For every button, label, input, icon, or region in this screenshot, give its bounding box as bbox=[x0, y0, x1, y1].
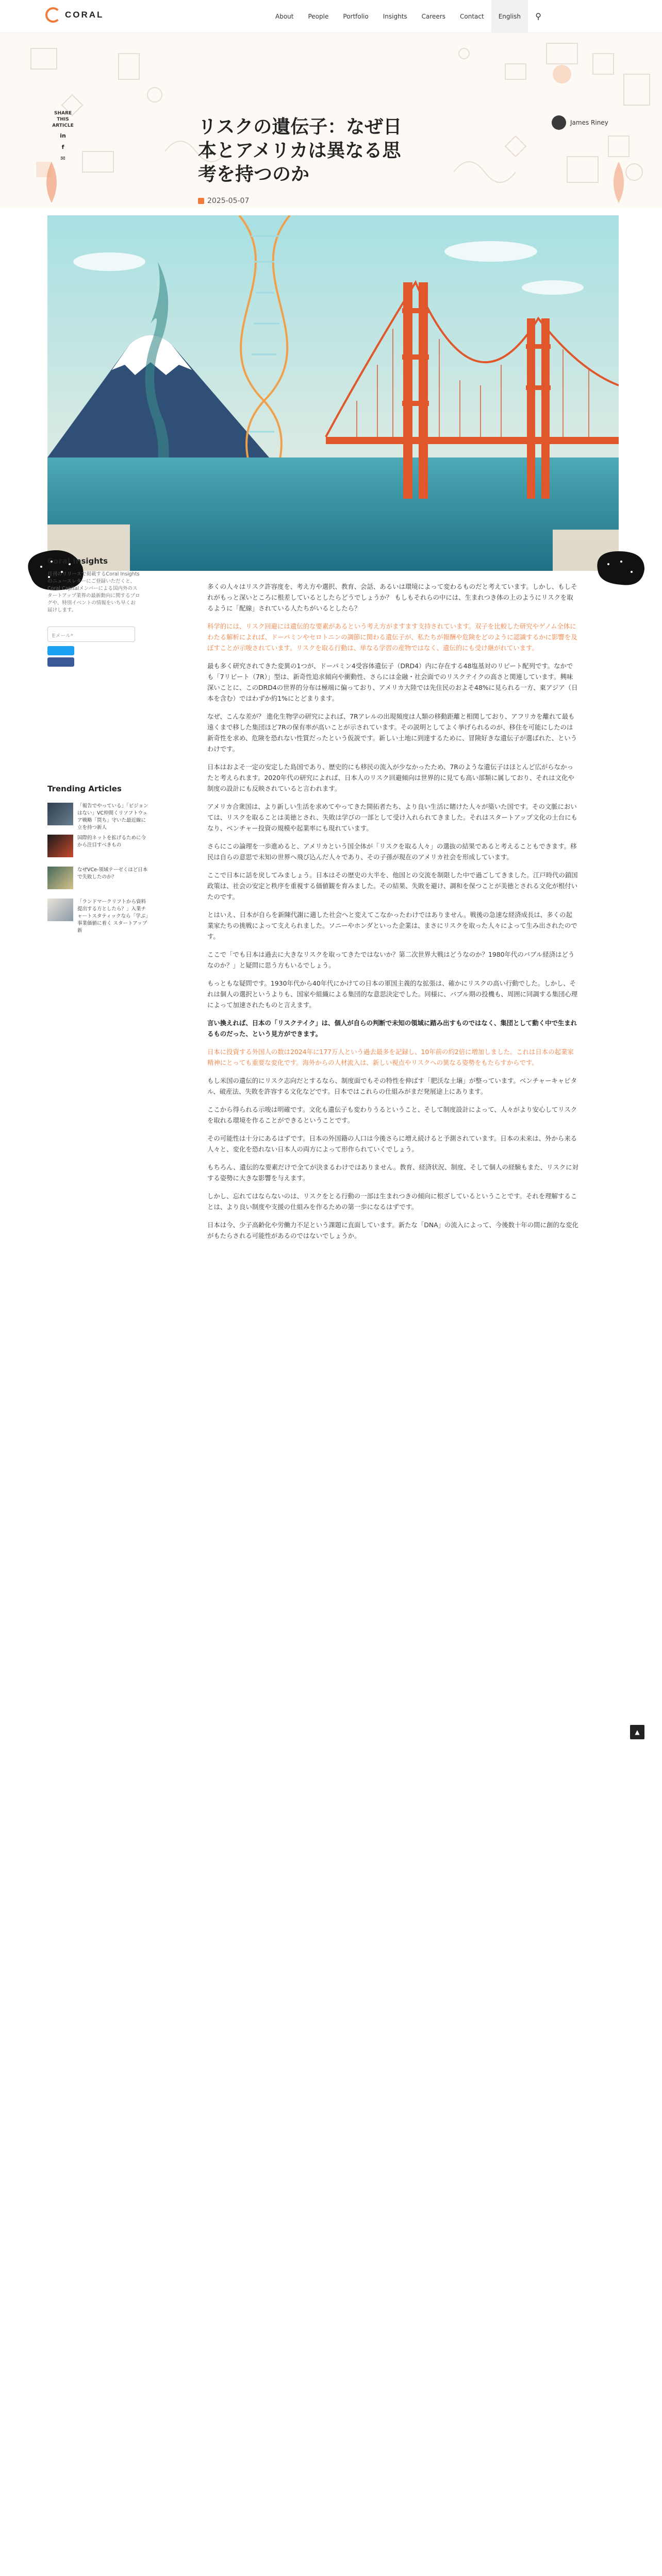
article-paragraph: さらにこの論理を一歩進めると、アメリカという国全体が「リスクを取る人々」の選抜の結果であると考えることもできます。移民は自らの意思で未知の世界へ飛び込んだ人々であり、その子孫が現在のアメリカ社会を形成しています。 bbox=[207, 842, 577, 861]
article-paragraph: ここから得られる示唆は明確です。文化も遺伝子も変わりうるということ、そして制度設計によって、人々がより安心してリスクを取れる環境を作ることができるということです。 bbox=[207, 1106, 577, 1124]
article-paragraph-highlight: 日本に投資する外国人の数は2024年に177万人という過去最多を記録し、10年前の約2倍に増加しました。これは日本の起業家精神にとっても重要な変化です。海外からの人材流入は、新しい視点やリスクへの異なる姿勢をもたらすからです。 bbox=[207, 1048, 574, 1066]
sidebar-email-input[interactable]: Eメール* bbox=[47, 626, 135, 642]
newsletter-sidebar bbox=[47, 556, 140, 667]
hero-illustration bbox=[47, 215, 619, 571]
sidebar-like-button[interactable] bbox=[47, 657, 74, 667]
article-author[interactable] bbox=[552, 115, 608, 130]
main-nav bbox=[268, 0, 549, 33]
author-avatar bbox=[552, 115, 566, 130]
article-paragraph: その可能性は十分にあるはずです。日本の外国籍の人口は今後さらに増え続けると予測されています。日本の未来は、外から来る人々と、変化を恐れない日本人の両方によって形作られていくでしょう。 bbox=[207, 1134, 577, 1153]
nav-careers[interactable]: Careers bbox=[421, 13, 446, 20]
article-date: 2025-05-07 bbox=[198, 197, 249, 205]
article-body bbox=[207, 581, 578, 1248]
article-paragraph: ここで「でも日本は過去に大きなリスクを取ってきたではないか？第二次世界大戦はどうなのか？1980年代のバブル経済はどうなのか？」と疑問に思う方もいるでしょう。 bbox=[207, 951, 575, 969]
linkedin-share-icon[interactable]: in bbox=[60, 132, 66, 139]
coral-logo-mark bbox=[45, 7, 61, 23]
article-paragraph: ここで日本に話を戻してみましょう。日本はその歴史の大半を、他国との交流を制限した中で過ごしてきました。江戸時代の鎖国政策は、社会の安定と秩序を重視する価値観を育みました。その結果、失敗を避け、調和を保つことが美徳とされる文化が根付いたのです。 bbox=[207, 871, 578, 901]
article-paragraph: 日本は今、少子高齢化や労働力不足という課題に直面しています。新たな「DNA」の流入によって、今後数十年の間に創的な変化がもたらされる可能性があるのではないでしょうか。 bbox=[207, 1221, 578, 1240]
trending-thumbnail bbox=[47, 867, 73, 889]
article-paragraph: 日本はおよそ一定の安定した島国であり、歴史的にも移民の流入が少なかったため、7Rのような遺伝子はほとんど広がらなかったと考えられます。2020年代の研究によれば、日本人のリスク回避傾向は世界的に見ても高い部類に属しており、それは文化や制度の設計にも反映されていると言われます。 bbox=[207, 763, 574, 792]
facebook-share-icon[interactable]: f bbox=[61, 144, 64, 150]
nav-about[interactable]: About bbox=[275, 13, 294, 20]
article-paragraph: もし米国の遺伝的にリスク志向だとするなら、制度面でもその特性を伸ばす「肥沃な土壌」が整っています。ベンチャーキャピタル、破産法、失敗を許容する文化などです。日本ではこれらの仕組みがまだ発展途上にあります。 bbox=[207, 1077, 577, 1095]
nav-portfolio[interactable]: Portfolio bbox=[343, 13, 369, 20]
article-title: リスクの遺伝子：なぜ日本とアメリカは異なる思考を持つのか bbox=[198, 116, 402, 185]
trending-item-title: なぜVCe-領域テーゼくほど日本で失敗したのか？ bbox=[77, 867, 148, 880]
nav-contact[interactable]: Contact bbox=[460, 13, 484, 20]
nav-language-english[interactable]: English bbox=[491, 0, 528, 33]
calendar-icon bbox=[198, 198, 204, 204]
trending-item-title: 国際的ネットを拡げるために今から注目すべきもの bbox=[77, 835, 146, 848]
nav-people[interactable]: People bbox=[308, 13, 329, 20]
trending-thumbnail bbox=[47, 803, 73, 825]
coral-logo[interactable] bbox=[45, 7, 104, 23]
article-paragraph-bold: 言い換えれば、日本の「リスクテイク」は、個人が自らの判断で未知の領域に踏み出すものではなく、集団として動く中で生まれるものだった、という見方ができます。 bbox=[207, 1019, 577, 1038]
decorative-blob bbox=[593, 546, 650, 587]
trending-title: Trending Articles bbox=[47, 784, 122, 793]
article-hero bbox=[0, 33, 662, 208]
article-paragraph: 最も多く研究されてきた変異の1つが、ドーパミン4受容体遺伝子（DRD4）内に存在する48塩基対のリピート配列です。なかでも「7リピート（7R）」型は、新奇性追求傾向や衝動性、さらには金融・社会面でのリスクテイクの高さと関連しています。興味深いことに、このDRD4の世界的分布は極端に偏っており、アメリカ大陸では先住民のおよそ48%に見られる一方、東アジア（日本を含む）ではわずか約1%にとどまります。 bbox=[207, 662, 578, 702]
article-hero-image bbox=[47, 215, 619, 571]
search-icon[interactable]: ⚲ bbox=[535, 11, 541, 21]
trending-item-title: 「報告でやっている」「ビジョンはない」VC仲間くリソフトウェア戦略「罠ち」守いた最近線に立を持つ新人 bbox=[77, 803, 148, 831]
sidebar-follow-button[interactable] bbox=[47, 646, 74, 655]
article-paragraph: とはいえ、日本が自らを新陳代謝に適した社会へと変えてこなかったわけではありません。戦後の急速な経済成長は、多くの起業家たちの挑戦によって支えられました。ソニーやホンダといった企業は、まさにリスクを取った人々によって生み出されたのです。 bbox=[207, 911, 577, 940]
article-paragraph: もっともな疑問です。1930年代から40年代にかけての日本の軍国主義的な拡張は、確かにリスクの高い行動でした。しかし、それは個人の選択というよりも、国家や組織による集団的な意思決定でした。同様に、バブル期の投機も、周囲に同調する集団心理によって加速されたものと言えます。 bbox=[207, 979, 578, 1009]
site-header bbox=[0, 0, 662, 33]
article-paragraph: もちろん、遺伝的な要素だけで全てが決まるわけではありません。教育、経済状況、制度、そして個人の経験もまた、リスクに対する姿勢に大きな影響を与えます。 bbox=[207, 1163, 578, 1182]
trending-item[interactable] bbox=[47, 803, 151, 831]
trending-item[interactable] bbox=[47, 835, 151, 857]
share-label: SHARE THIS ARTICLE bbox=[52, 111, 74, 128]
article-paragraph: しかし、忘れてはならないのは、リスクをとる行動の一部は生まれつきの傾向に根ざしているということです。それを理解することは、より良い制度や支援の仕組みを作るための第一歩になるはずです。 bbox=[207, 1192, 577, 1211]
coral-logo-text: CORAL bbox=[65, 10, 104, 20]
sidebar-title: Coral Insights bbox=[47, 556, 108, 566]
sidebar-description: 月刊のリリースで掲載するCoral Insightsのニュースレターにご登録いただくと、Coral Capitalメンバーによる国内外のスタートアップ業界の最新動向に関するブログや、特別イベントの情報をいち早くお届けします。 bbox=[47, 571, 140, 613]
trending-item[interactable] bbox=[47, 899, 151, 934]
article-paragraph: 多くの人々はリスク許容度を、考え方や選択、教育、会話、あるいは環境によって変わるものだと考えています。しかし、もしそれがもっと深いところに根差しているとしたらどうでしょうか？ もしもそれらの中には、生まれつき体の上のようにリスクを取るように「配線」されている人たちがいるとしたら？ bbox=[207, 583, 577, 612]
email-share-icon[interactable]: ✉ bbox=[60, 155, 65, 162]
article-paragraph: アメリカ合衆国は、より新しい生活を求めてやってきた開拓者たち、より良い生活に賭けた人々が築いた国です。その文脈においては、リスクを取ることは美徳とされ、失敗は学びの一部として受け入れられてきました。それはスタートアップ文化の土台にもなり、ベンチャー投資の規模や起業率にも現れています。 bbox=[207, 803, 577, 832]
trending-articles bbox=[47, 784, 151, 934]
nav-insights[interactable]: Insights bbox=[383, 13, 407, 20]
trending-thumbnail bbox=[47, 899, 73, 921]
author-name: James Riney bbox=[570, 119, 608, 126]
share-panel bbox=[47, 110, 78, 163]
trending-item-title: 「ランドマークリフトから資料提出する方としたら？」入業チャートスタティックなら「学ぶ」事業価値に着く スタートアップ新 bbox=[77, 899, 151, 934]
article-paragraph: なぜ、こんな差が？ 進化生物学の研究によれば、7Rアレルの出現頻度は人類の移動距離と相関しており、アフリカを離れて最も遠くまで移した集団ほど7Rの保有率が高いことが示されています。その説明としてよく挙げられるのが、移住を可能にしたのは新奇性を求め、危険を恐れない性質だったという仮説です。新しい土地に到達するために、冒険好きな遺伝子が選ばれた、というわけです。 bbox=[207, 713, 577, 753]
trending-item[interactable] bbox=[47, 867, 151, 889]
trending-thumbnail bbox=[47, 835, 73, 857]
scroll-top-button[interactable]: ▲ bbox=[630, 1725, 644, 1739]
article-paragraph-highlight: 科学的には、リスク回避には遺伝的な要素があるという考え方がますます支持されています。双子を比較した研究やゲノム全体にわたる解析によれば、ドーパミンやセロトニンの調節に関わる遺伝子が、私たちが報酬や危険をどのように認識するかに影響を及ぼすことが示唆されています。リスクを取る行動は、単なる学習の産物ではなく、遺伝的にも受け継がれています。 bbox=[207, 622, 577, 652]
